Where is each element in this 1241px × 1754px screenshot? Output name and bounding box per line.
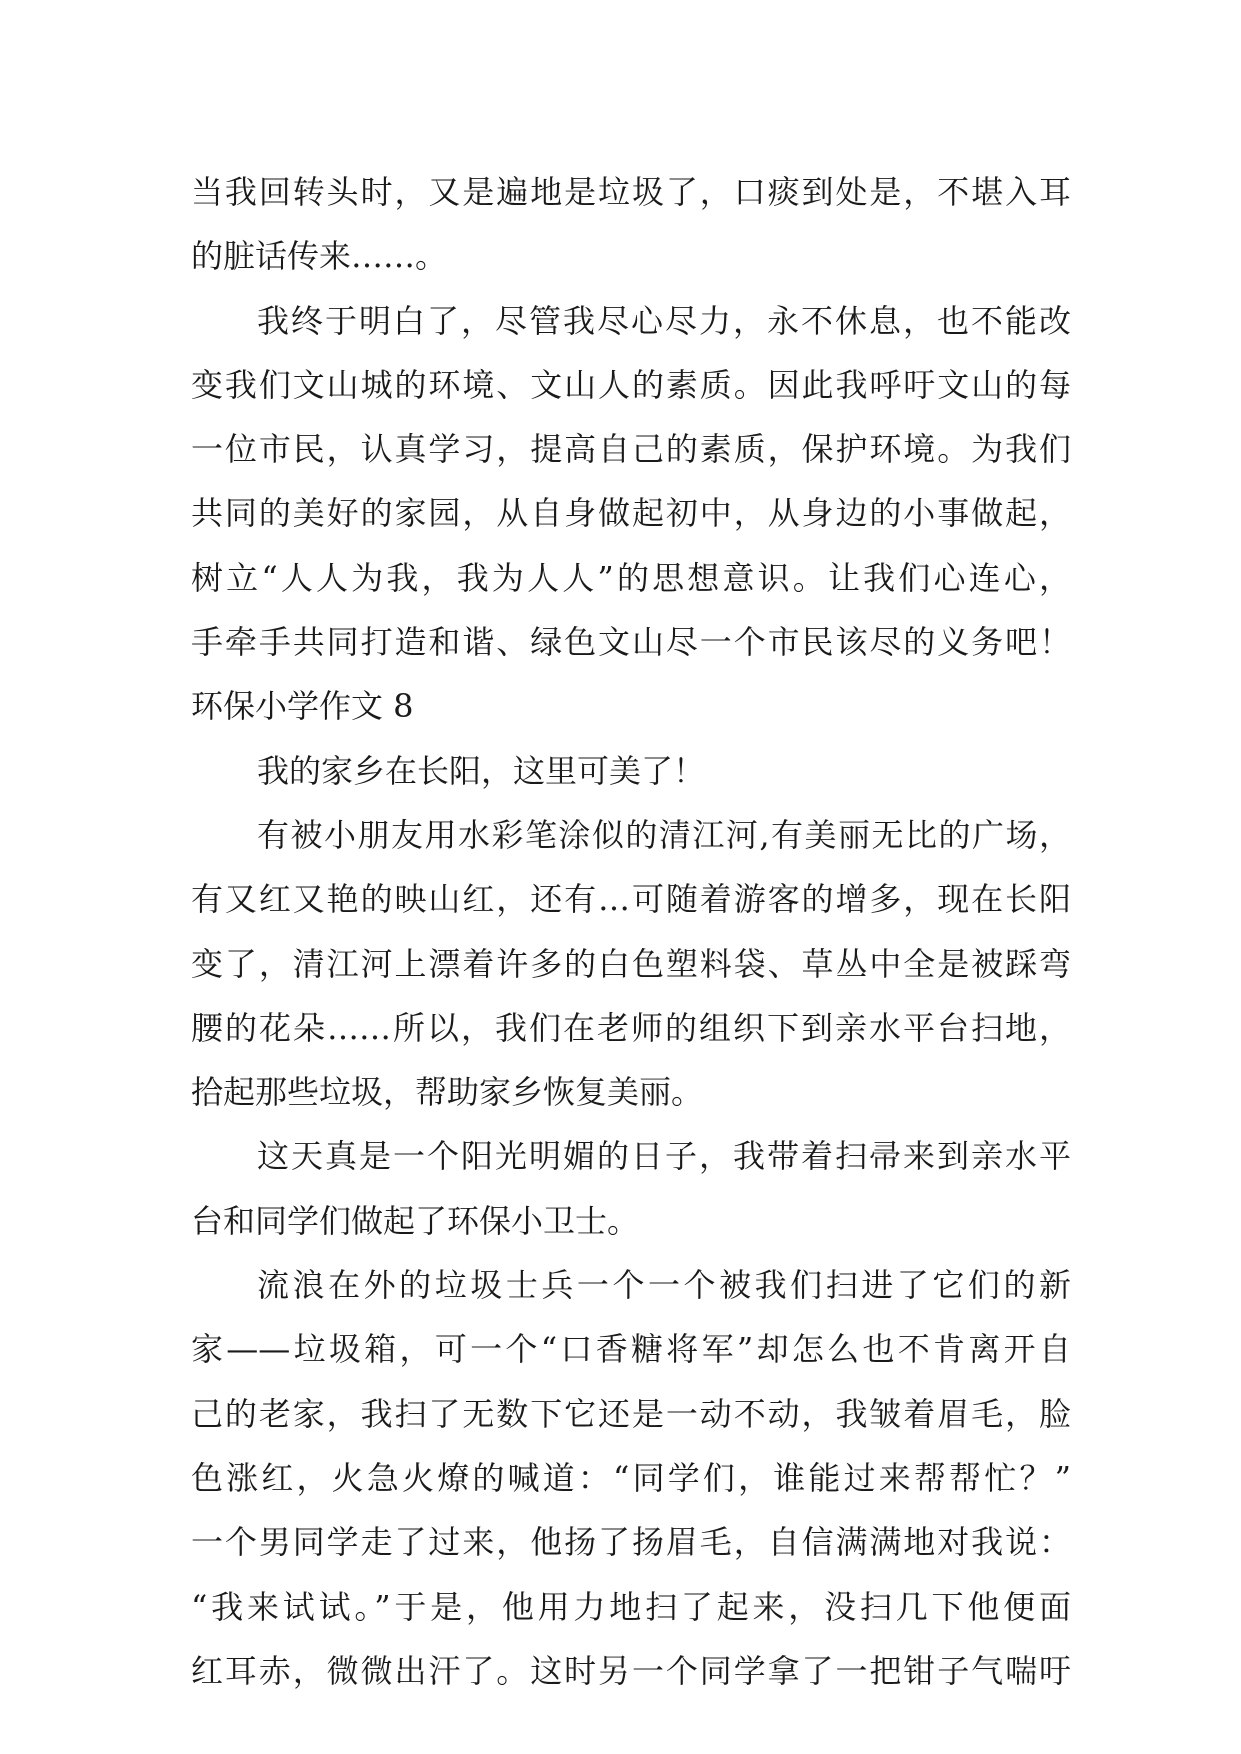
paragraph-first-line: 我终于明白了，尽管我尽心尽力，永不休息，也不能改 [257, 301, 1071, 340]
text-line: “我来试试。”于是，他用力地扫了起来，没扫几下他便面 [191, 1587, 1071, 1626]
text-line: 变了，清江河上漂着许多的白色塑料袋、草丛中全是被踩弯 [191, 944, 1071, 983]
text-line: 的脏话传来……。 [191, 237, 448, 276]
paragraph-first-line: 流浪在外的垃圾士兵一个一个被我们扫进了它们的新 [257, 1266, 1071, 1305]
text-line: 色涨红，火急火燎的喊道：“同学们，谁能过来帮帮忙？” [191, 1458, 1071, 1497]
text-line: 共同的美好的家园，从自身做起初中，从身边的小事做起， [191, 494, 1071, 533]
section-heading: 环保小学作文 8 [191, 687, 414, 726]
paragraph-first-line: 有被小朋友用水彩笔涂似的清江河,有美丽无比的广场， [257, 815, 1071, 854]
text-line: 己的老家，我扫了无数下它还是一动不动，我皱着眉毛，脸 [191, 1394, 1071, 1433]
text-line: 一个男同学走了过来，他扬了扬眉毛，自信满满地对我说： [191, 1523, 1071, 1562]
essay-text [191, 160, 1071, 1703]
text-line: 腰的花朵……所以，我们在老师的组织下到亲水平台扫地， [191, 1008, 1071, 1047]
text-line: 树立“人人为我，我为人人”的思想意识。让我们心连心， [191, 558, 1071, 597]
text-line: 一位市民，认真学习，提高自己的素质，保护环境。为我们 [191, 430, 1071, 469]
paragraph-first-line: 这天真是一个阳光明媚的日子，我带着扫帚来到亲水平 [257, 1137, 1071, 1176]
text-line: 有又红又艳的映山红，还有…可随着游客的增多，现在长阳 [191, 880, 1071, 919]
text-line: 红耳赤，微微出汗了。这时另一个同学拿了一把钳子气喘吁 [191, 1651, 1071, 1690]
text-line: 拾起那些垃圾，帮助家乡恢复美丽。 [191, 1073, 704, 1112]
paragraph-first-line: 我的家乡在长阳，这里可美了！ [257, 751, 706, 790]
text-line: 手牵手共同打造和谐、绿色文山尽一个市民该尽的义务吧！ [191, 623, 1071, 662]
text-line: 当我回转头时，又是遍地是垃圾了，口痰到处是，不堪入耳 [191, 173, 1071, 211]
text-line: 家——垃圾箱，可一个“口香糖将军”却怎么也不肯离开自 [191, 1330, 1071, 1369]
text-line: 台和同学们做起了环保小卫士。 [191, 1201, 640, 1240]
text-line: 变我们文山城的环境、文山人的素质。因此我呼吁文山的每 [191, 365, 1071, 404]
